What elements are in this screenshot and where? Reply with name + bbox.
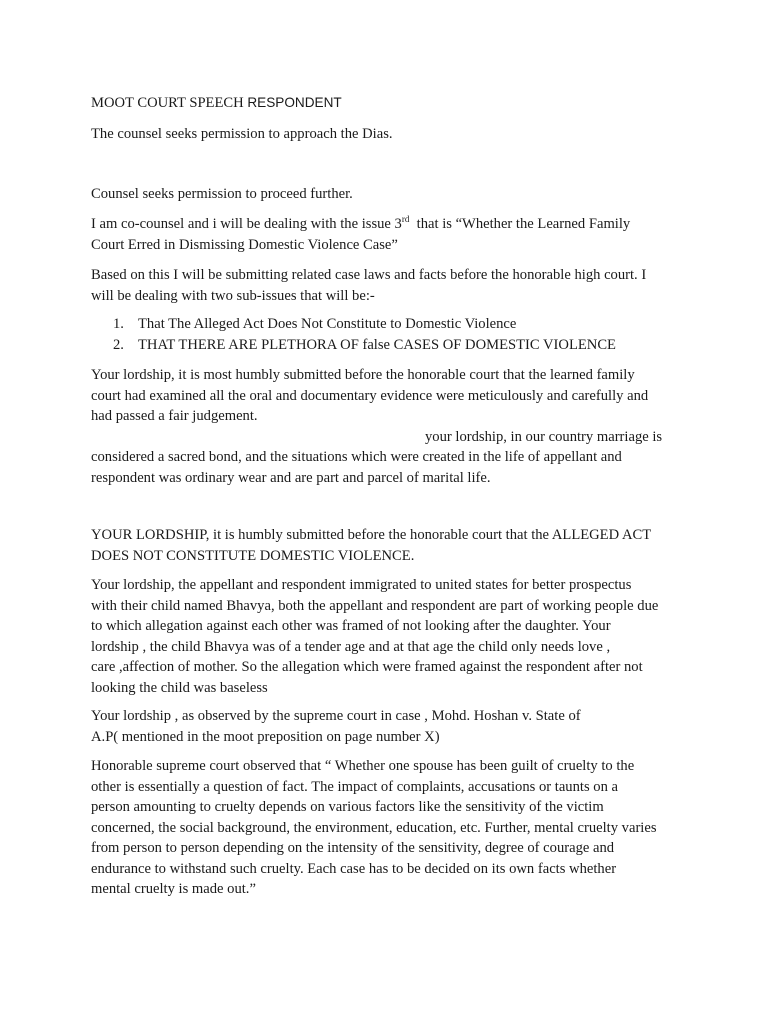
paragraph-line: court had examined all the oral and documentary evidence were meticulously and carefully and	[91, 387, 649, 404]
paragraph-case-citation	[91, 706, 683, 747]
intro-line: Based on this I will be submitting related case laws and facts before the honorable high court. I	[91, 267, 647, 283]
paragraph-supreme-court-quote	[91, 756, 683, 900]
paragraph-line: Your lordship, the appellant and respondent immigrated to united states for better prospectus	[91, 577, 632, 593]
paragraph-sub-issues-intro	[91, 265, 683, 306]
paragraph-approach-dias: The counsel seeks permission to approach the Dias.	[91, 126, 393, 142]
paragraph-line: mental cruelty is made out.”	[91, 881, 256, 897]
paragraph-line: endurance to withstand such cruelty. Each case has to be decided on its own facts whether	[91, 860, 617, 877]
paragraph-line: looking the child was baseless	[91, 679, 268, 696]
paragraph-proceed-further: Counsel seeks permission to proceed further.	[91, 186, 353, 202]
intro-line: will be dealing with two sub-issues that will be:-	[91, 287, 375, 304]
list-item	[113, 335, 683, 356]
paragraph-alleged-act	[91, 525, 683, 566]
title-main: MOOT COURT SPEECH	[91, 95, 244, 111]
paragraph-line: lordship , the child Bhavya was of a tender age and at that age the child only needs love ,	[91, 638, 611, 655]
paragraph-line: considered a sacred bond, and the situations which were created in the life of appellant and	[91, 449, 622, 465]
paragraph-line: to which allegation against each other was framed of not looking after the daughter. Your	[91, 618, 611, 634]
document-title	[91, 93, 683, 114]
paragraph-line: DOES NOT CONSTITUTE DOMESTIC VIOLENCE.	[91, 547, 415, 564]
paragraph-line: YOUR LORDSHIP, it is humbly submitted before the honorable court that the ALLEGED ACT	[91, 527, 652, 543]
title-respondent: RESPONDENT	[247, 95, 342, 110]
paragraph-line: with their child named Bhavya, both the appellant and respondent are part of working people due	[91, 597, 659, 614]
issue-text-b: that is “Whether the Learned Family	[416, 216, 631, 232]
paragraph-line: care ,affection of mother. So the allegation which were framed against the respondent after not	[91, 659, 643, 675]
paragraph-line: Honorable supreme court observed that “ Whether one spouse has been guilt of cruelty to the	[91, 758, 635, 774]
list-number: 1.	[113, 316, 124, 332]
paragraph-fair-judgement	[91, 365, 683, 488]
list-item	[113, 314, 683, 335]
paragraph-issue-3	[91, 214, 683, 255]
issue-text-a: I am co-counsel and i will be dealing with the issue 3	[91, 216, 402, 232]
paragraph-line: person amounting to cruelty depends on various factors like the sensitivity of the victim	[91, 799, 604, 815]
paragraph-line: from person to person depending on the intensity of the sensitivity, degree of courage and	[91, 840, 615, 856]
list-text: That The Alleged Act Does Not Constitute to Domestic Violence	[138, 316, 517, 332]
paragraph-bhavya	[91, 575, 683, 698]
paragraph-line: had passed a fair judgement.	[91, 408, 258, 424]
paragraph-line: A.P( mentioned in the moot preposition on page number X)	[91, 728, 440, 745]
paragraph-line: respondent was ordinary wear and are part and parcel of marital life.	[91, 469, 491, 486]
issue-superscript: rd	[401, 214, 410, 225]
list-number: 2.	[113, 337, 124, 353]
paragraph-line: your lordship, in our country marriage is	[425, 428, 663, 445]
issue-text-c: Court Erred in Dismissing Domestic Violence Case”	[91, 236, 398, 253]
paragraph-line: concerned, the social background, the environment, education, etc. Further, mental cruelty varies	[91, 819, 657, 836]
list-text: THAT THERE ARE PLETHORA OF false CASES OF DOMESTIC VIOLENCE	[138, 337, 616, 353]
paragraph-line: other is essentially a question of fact. The impact of complaints, accusations or taunts on a	[91, 778, 618, 795]
paragraph-line: Your lordship, it is most humbly submitted before the honorable court that the learned family	[91, 367, 635, 383]
paragraph-line: Your lordship , as observed by the supreme court in case , Mohd. Hoshan v. State of	[91, 708, 581, 724]
